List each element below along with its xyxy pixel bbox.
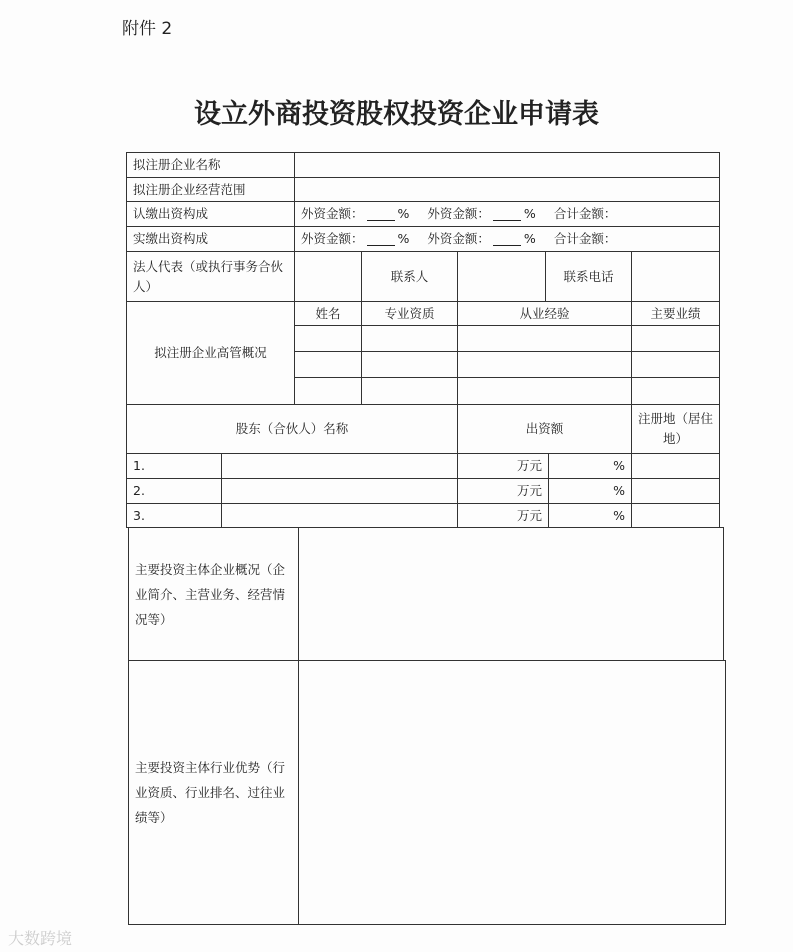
contact-field[interactable] xyxy=(457,251,546,302)
header-domicile: 注册地（居住地） xyxy=(631,404,720,454)
pct: % xyxy=(397,231,410,246)
shareholder-number: 1. xyxy=(126,453,222,479)
label-overview: 主要投资主体企业概况（企业简介、主营业务、经营情况等） xyxy=(128,527,299,661)
header-performance: 主要业绩 xyxy=(631,301,720,326)
label-subscribed: 认缴出资构成 xyxy=(126,201,295,227)
total-label: 合计金额： xyxy=(553,206,617,221)
total-label: 合计金额： xyxy=(553,231,617,246)
foreign-label-2: 外资金额： xyxy=(427,231,490,246)
exec-cell[interactable] xyxy=(631,351,720,378)
domicile-field[interactable] xyxy=(631,453,720,479)
capital-pct-field[interactable]: % xyxy=(548,453,632,479)
header-experience: 从业经验 xyxy=(457,301,632,326)
shareholder-name-field[interactable] xyxy=(221,478,458,504)
capital-pct-field[interactable]: % xyxy=(548,503,632,528)
header-name: 姓名 xyxy=(294,301,362,326)
exec-cell[interactable] xyxy=(631,377,720,405)
label-executives: 拟注册企业高管概况 xyxy=(126,301,295,405)
header-shareholder: 股东（合伙人）名称 xyxy=(126,404,458,454)
attachment-label: 附件 2 xyxy=(122,19,173,39)
company-name-field[interactable] xyxy=(294,152,720,178)
shareholder-number: 2. xyxy=(126,478,222,504)
label-company-name: 拟注册企业名称 xyxy=(126,152,295,178)
exec-cell[interactable] xyxy=(294,351,362,378)
label-paid: 实缴出资构成 xyxy=(126,226,295,252)
overview-field[interactable] xyxy=(298,527,724,661)
shareholder-number: 3. xyxy=(126,503,222,528)
label-phone: 联系电话 xyxy=(545,251,632,302)
shareholder-name-field[interactable] xyxy=(221,453,458,479)
foreign-label: 外资金额： xyxy=(301,231,364,246)
exec-cell[interactable] xyxy=(361,377,458,405)
exec-cell[interactable] xyxy=(294,325,362,352)
pct: % xyxy=(523,206,536,221)
exec-cell[interactable] xyxy=(361,351,458,378)
capital-field[interactable]: 万元 xyxy=(457,478,549,504)
foreign-label: 外资金额： xyxy=(301,206,364,221)
exec-cell[interactable] xyxy=(294,377,362,405)
form-title: 设立外商投资股权投资企业申请表 xyxy=(194,99,599,130)
domicile-field[interactable] xyxy=(631,478,720,504)
shareholder-name-field[interactable] xyxy=(221,503,458,528)
foreign-label-2: 外资金额： xyxy=(427,206,490,221)
header-capital: 出资额 xyxy=(457,404,632,454)
pct: % xyxy=(523,231,536,246)
exec-cell[interactable] xyxy=(457,377,632,405)
exec-cell[interactable] xyxy=(457,351,632,378)
label-contact: 联系人 xyxy=(361,251,458,302)
capital-pct-field[interactable]: % xyxy=(548,478,632,504)
scope-field[interactable] xyxy=(294,177,720,202)
capital-field[interactable]: 万元 xyxy=(457,503,549,528)
capital-field[interactable]: 万元 xyxy=(457,453,549,479)
domicile-field[interactable] xyxy=(631,503,720,528)
label-legal-rep: 法人代表（或执行事务合伙人） xyxy=(126,251,295,302)
exec-cell[interactable] xyxy=(631,325,720,352)
header-qualification: 专业资质 xyxy=(361,301,458,326)
phone-field[interactable] xyxy=(631,251,720,302)
pct: % xyxy=(397,206,410,221)
paid-field[interactable] xyxy=(294,226,720,252)
label-scope: 拟注册企业经营范围 xyxy=(126,177,295,202)
watermark: 大数跨境 xyxy=(8,929,73,948)
legal-rep-field[interactable] xyxy=(294,251,362,302)
exec-cell[interactable] xyxy=(457,325,632,352)
label-advantage: 主要投资主体行业优势（行业资质、行业排名、过往业绩等） xyxy=(128,660,299,925)
exec-cell[interactable] xyxy=(361,325,458,352)
advantage-field[interactable] xyxy=(298,660,726,925)
subscribed-field[interactable] xyxy=(294,201,720,227)
